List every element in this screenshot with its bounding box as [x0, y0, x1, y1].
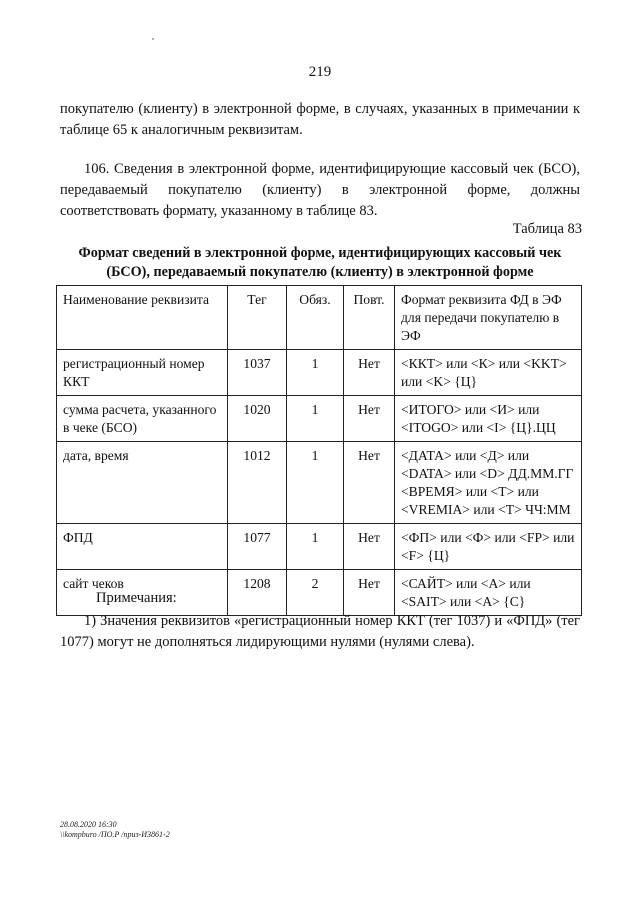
cell-required: 1	[287, 396, 344, 442]
cell-tag: 1077	[228, 524, 287, 570]
cell-required: 1	[287, 524, 344, 570]
cell-name: ФПД	[57, 524, 228, 570]
table-row	[57, 350, 582, 396]
header-format: Формат реквизита ФД в ЭФ для передачи покупателю в ЭФ	[395, 286, 582, 350]
table-title: Формат сведений в электронной форме, идентифицирующих кассовый чек (БСО), передаваемый покупателю (клиенту) в электронной форме	[78, 245, 562, 280]
cell-format: <САЙТ> или <А> или <SAIT> или <A> {C}	[395, 570, 582, 616]
cell-required: 2	[287, 570, 344, 616]
cell-tag: 1020	[228, 396, 287, 442]
header-repeat: Повт.	[344, 286, 395, 350]
cell-required: 1	[287, 350, 344, 396]
cell-format: <ИТОГО> или <И> или <ITOGO> или <I> {Ц}.ЦЦ	[395, 396, 582, 442]
cell-repeat: Нет	[344, 396, 395, 442]
table-label: Таблица 83	[512, 221, 582, 237]
header-name: Наименование реквизита	[57, 286, 228, 350]
cell-format: <ФП> или <Ф> или <FP> или <F> {Ц}	[395, 524, 582, 570]
paragraph-continuation: покупателю (клиенту) в электронной форме, в случаях, указанных в примечании к таблице 65 к аналогичным реквизитам.	[60, 101, 580, 138]
cell-repeat: Нет	[344, 524, 395, 570]
header-tag: Тег	[228, 286, 287, 350]
header-required: Обяз.	[287, 286, 344, 350]
cell-tag: 1208	[228, 570, 287, 616]
scan-speck	[152, 38, 154, 40]
table-header-row	[57, 286, 582, 350]
cell-tag: 1012	[228, 442, 287, 524]
cell-format: <ККТ> или <К> или <KKT> или <K> {Ц}	[395, 350, 582, 396]
cell-name: сайт чеков	[57, 570, 228, 616]
cell-required: 1	[287, 442, 344, 524]
page-number: 219	[308, 64, 332, 80]
table-row	[57, 396, 582, 442]
footer-path: \\kompburo /ПО.Р /приз-И3861-2	[60, 830, 170, 839]
footer-timestamp: 28.08.2020 16:30	[60, 820, 117, 829]
format-table	[56, 285, 582, 616]
footer-stamp	[60, 820, 170, 840]
paragraph-106: 106. Сведения в электронной форме, идентифицирующие кассовый чек (БСО), передаваемый покупателю (клиенту) в электронной форме, должны соответствовать формату, указанному в таблице 83.	[60, 161, 580, 219]
cell-name: дата, время	[57, 442, 228, 524]
cell-repeat: Нет	[344, 570, 395, 616]
notes-heading: Примечания:	[96, 590, 177, 606]
cell-format: <ДАТА> или <Д> или <DATA> или <D> ДД.ММ.ГГ <ВРЕМЯ> или <Т> или <VREMIA> или <T> ЧЧ:ММ	[395, 442, 582, 524]
cell-name: регистрационный номер ККТ	[57, 350, 228, 396]
cell-repeat: Нет	[344, 350, 395, 396]
table-row	[57, 524, 582, 570]
cell-tag: 1037	[228, 350, 287, 396]
table-row	[57, 442, 582, 524]
note-1: 1) Значения реквизитов «регистрационный номер ККТ (тег 1037) и «ФПД» (тег 1077) могут не дополняться лидирующими нулями (нулями слева).	[60, 613, 580, 650]
cell-repeat: Нет	[344, 442, 395, 524]
cell-name: сумма расчета, указанного в чеке (БСО)	[57, 396, 228, 442]
